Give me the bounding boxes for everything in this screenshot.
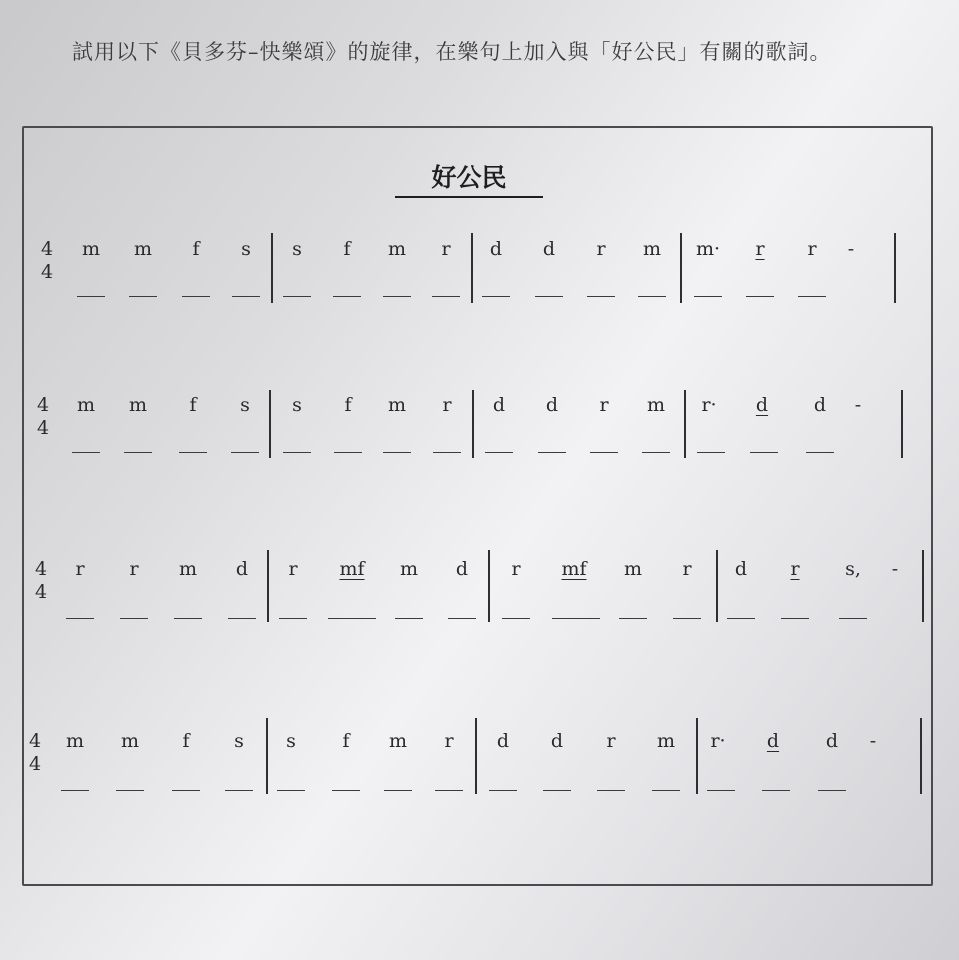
lyric-blank[interactable] <box>619 618 647 619</box>
time-signature-top: 4 <box>28 730 42 752</box>
time-signature-bottom: 4 <box>34 581 48 603</box>
lyric-blank[interactable] <box>673 618 701 619</box>
note: m <box>387 238 407 260</box>
note: - <box>869 730 877 752</box>
time-signature-top: 4 <box>36 394 50 416</box>
time-signature <box>28 730 42 776</box>
note: s <box>241 238 251 260</box>
lyric-blank[interactable] <box>482 296 510 297</box>
bar-line <box>684 390 686 458</box>
note: m <box>133 238 153 260</box>
score-row <box>0 238 959 328</box>
note: m <box>623 558 643 580</box>
note: f <box>342 730 350 752</box>
lyric-blank[interactable] <box>502 618 530 619</box>
bar-line <box>696 718 698 794</box>
note: d <box>545 394 559 416</box>
score-row <box>0 558 959 648</box>
time-signature-bottom: 4 <box>40 261 54 283</box>
lyric-blank[interactable] <box>279 618 307 619</box>
lyric-blank[interactable] <box>707 790 735 791</box>
note: m· <box>695 238 721 260</box>
note: r· <box>701 394 717 416</box>
note: d <box>825 730 839 752</box>
note: m <box>387 394 407 416</box>
end-bar-line <box>901 390 903 458</box>
lyric-blank[interactable] <box>694 296 722 297</box>
note: m <box>120 730 140 752</box>
lyric-blank[interactable] <box>489 790 517 791</box>
lyric-blank[interactable] <box>384 790 412 791</box>
note: s <box>292 394 302 416</box>
note: d <box>542 238 556 260</box>
lyric-blank[interactable] <box>543 790 571 791</box>
lyric-blank[interactable] <box>433 452 461 453</box>
lyric-blank[interactable] <box>638 296 666 297</box>
note: r· <box>710 730 726 752</box>
note: r <box>288 558 298 580</box>
lyric-blank[interactable] <box>750 452 778 453</box>
lyric-blank[interactable] <box>172 790 200 791</box>
note: f <box>189 394 197 416</box>
time-signature-top: 4 <box>34 558 48 580</box>
bar-line <box>472 390 474 458</box>
note: r <box>807 238 817 260</box>
lyric-blank[interactable] <box>228 618 256 619</box>
lyric-blank[interactable] <box>179 452 207 453</box>
note: m <box>128 394 148 416</box>
note: r <box>599 394 609 416</box>
lyric-blank[interactable] <box>129 296 157 297</box>
note: f <box>182 730 190 752</box>
lyric-blank[interactable] <box>697 452 725 453</box>
lyric-blank[interactable] <box>485 452 513 453</box>
lyric-blank[interactable] <box>383 296 411 297</box>
lyric-blank[interactable] <box>383 452 411 453</box>
time-signature <box>40 238 54 284</box>
note: - <box>891 558 899 580</box>
note: r <box>129 558 139 580</box>
note: d <box>492 394 506 416</box>
lyric-blank[interactable] <box>334 452 362 453</box>
lyric-blank[interactable] <box>333 296 361 297</box>
lyric-blank[interactable] <box>839 618 867 619</box>
note: m <box>178 558 198 580</box>
note: r <box>596 238 606 260</box>
lyric-blank[interactable] <box>552 618 600 619</box>
note: d <box>766 730 780 752</box>
time-signature <box>34 558 48 604</box>
lyric-blank[interactable] <box>277 790 305 791</box>
lyric-blank[interactable] <box>652 790 680 791</box>
note: s, <box>845 558 861 580</box>
note: mf <box>561 558 587 580</box>
bar-line <box>475 718 477 794</box>
note: d <box>550 730 564 752</box>
time-signature-bottom: 4 <box>36 417 50 439</box>
lyric-blank[interactable] <box>818 790 846 791</box>
time-signature-top: 4 <box>40 238 54 260</box>
note: r <box>682 558 692 580</box>
note: d <box>489 238 503 260</box>
lyric-blank[interactable] <box>590 452 618 453</box>
lyric-blank[interactable] <box>806 452 834 453</box>
note: r <box>511 558 521 580</box>
note: m <box>656 730 676 752</box>
lyric-blank[interactable] <box>61 790 89 791</box>
lyric-blank[interactable] <box>231 452 259 453</box>
note: d <box>496 730 510 752</box>
note: d <box>235 558 249 580</box>
lyric-blank[interactable] <box>332 790 360 791</box>
score-row <box>0 394 959 484</box>
time-signature <box>36 394 50 440</box>
note: - <box>854 394 862 416</box>
lyric-blank[interactable] <box>182 296 210 297</box>
bar-line <box>271 233 273 303</box>
note: m <box>646 394 666 416</box>
time-signature-bottom: 4 <box>28 753 42 775</box>
lyric-blank[interactable] <box>77 296 105 297</box>
note: - <box>847 238 855 260</box>
note: f <box>343 238 351 260</box>
lyric-blank[interactable] <box>283 296 311 297</box>
lyric-blank[interactable] <box>587 296 615 297</box>
bar-line <box>716 550 718 622</box>
note: r <box>606 730 616 752</box>
lyric-blank[interactable] <box>435 790 463 791</box>
note: m <box>76 394 96 416</box>
lyric-blank[interactable] <box>395 618 423 619</box>
lyric-blank[interactable] <box>66 618 94 619</box>
lyric-blank[interactable] <box>798 296 826 297</box>
note: d <box>755 394 769 416</box>
note: f <box>192 238 200 260</box>
lyric-blank[interactable] <box>538 452 566 453</box>
lyric-blank[interactable] <box>762 790 790 791</box>
lyric-blank[interactable] <box>781 618 809 619</box>
song-title: 好公民 <box>395 158 543 198</box>
lyric-blank[interactable] <box>283 452 311 453</box>
lyric-blank[interactable] <box>727 618 755 619</box>
note: r <box>444 730 454 752</box>
note: s <box>234 730 244 752</box>
note: r <box>75 558 85 580</box>
score-row <box>0 730 959 820</box>
lyric-blank[interactable] <box>597 790 625 791</box>
instruction-text: 試用以下《貝多芬–快樂頌》的旋律，在樂句上加入與「好公民」有關的歌詞。 <box>72 40 832 64</box>
note: r <box>755 238 765 260</box>
note: s <box>286 730 296 752</box>
note: r <box>442 394 452 416</box>
note: f <box>344 394 352 416</box>
note: d <box>734 558 748 580</box>
note: m <box>81 238 101 260</box>
lyric-blank[interactable] <box>432 296 460 297</box>
bar-line <box>471 233 473 303</box>
note: r <box>441 238 451 260</box>
lyric-blank[interactable] <box>72 452 100 453</box>
bar-line <box>269 390 271 458</box>
note: m <box>399 558 419 580</box>
note: d <box>813 394 827 416</box>
lyric-blank[interactable] <box>642 452 670 453</box>
note: m <box>388 730 408 752</box>
note: m <box>642 238 662 260</box>
note: s <box>292 238 302 260</box>
lyric-blank[interactable] <box>448 618 476 619</box>
lyric-blank[interactable] <box>746 296 774 297</box>
lyric-blank[interactable] <box>116 790 144 791</box>
bar-line <box>488 550 490 622</box>
note: mf <box>339 558 365 580</box>
lyric-blank[interactable] <box>232 296 260 297</box>
bar-line <box>680 233 682 303</box>
end-bar-line <box>920 718 922 794</box>
end-bar-line <box>894 233 896 303</box>
bar-line <box>266 718 268 794</box>
lyric-blank[interactable] <box>225 790 253 791</box>
end-bar-line <box>922 550 924 622</box>
lyric-blank[interactable] <box>328 618 376 619</box>
note: m <box>65 730 85 752</box>
lyric-blank[interactable] <box>124 452 152 453</box>
lyric-blank[interactable] <box>535 296 563 297</box>
lyric-blank[interactable] <box>174 618 202 619</box>
bar-line <box>267 550 269 622</box>
note: r <box>790 558 800 580</box>
note: s <box>240 394 250 416</box>
lyric-blank[interactable] <box>120 618 148 619</box>
note: d <box>455 558 469 580</box>
